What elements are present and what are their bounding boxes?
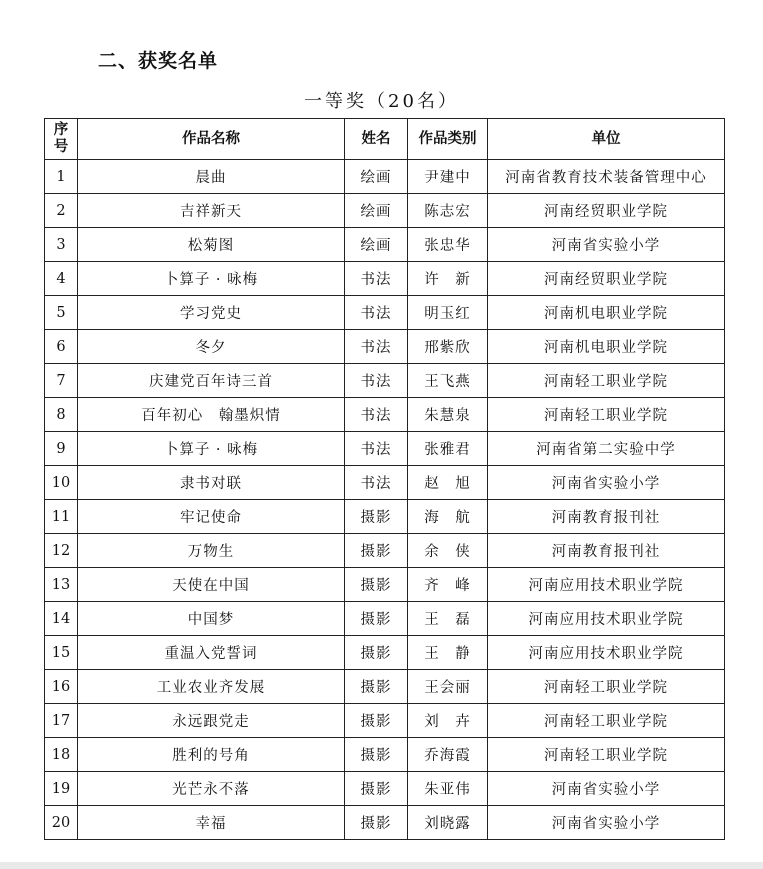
cell-seq: 5 bbox=[45, 296, 78, 330]
table-caption: 一等奖（20名） bbox=[304, 91, 459, 112]
cell-category-short: 摄影 bbox=[345, 738, 408, 772]
cell-category-short: 书法 bbox=[345, 466, 408, 500]
cell-author-name: 张雅君 bbox=[408, 432, 488, 466]
cell-work-title: 重温入党誓词 bbox=[78, 636, 345, 670]
cell-author-name: 陈志宏 bbox=[408, 194, 488, 228]
cell-unit: 河南轻工职业学院 bbox=[488, 704, 725, 738]
cell-category-short: 绘画 bbox=[345, 160, 408, 194]
cell-seq: 14 bbox=[45, 602, 78, 636]
header-seq-line1: 序 bbox=[53, 122, 69, 138]
cell-author-name: 尹建中 bbox=[408, 160, 488, 194]
cell-work-title: 胜利的号角 bbox=[78, 738, 345, 772]
header-unit: 单位 bbox=[488, 119, 725, 160]
cell-seq: 2 bbox=[45, 194, 78, 228]
cell-category-short: 摄影 bbox=[345, 500, 408, 534]
cell-seq: 15 bbox=[45, 636, 78, 670]
cell-seq: 11 bbox=[45, 500, 78, 534]
table-row bbox=[45, 262, 725, 296]
cell-author-name: 朱亚伟 bbox=[408, 772, 488, 806]
cell-unit: 河南应用技术职业学院 bbox=[488, 636, 725, 670]
cell-work-title: 永远跟党走 bbox=[78, 704, 345, 738]
cell-seq: 20 bbox=[45, 806, 78, 840]
cell-seq: 9 bbox=[45, 432, 78, 466]
cell-category-short: 摄影 bbox=[345, 704, 408, 738]
cell-author-name: 王 静 bbox=[408, 636, 488, 670]
cell-unit: 河南省教育技术装备管理中心 bbox=[488, 160, 725, 194]
cell-author-name: 海 航 bbox=[408, 500, 488, 534]
cell-work-title: 幸福 bbox=[78, 806, 345, 840]
cell-author-name: 王 磊 bbox=[408, 602, 488, 636]
table-row bbox=[45, 738, 725, 772]
cell-work-title: 卜算子 · 咏梅 bbox=[78, 432, 345, 466]
cell-work-title: 卜算子 · 咏梅 bbox=[78, 262, 345, 296]
cell-author-name: 朱慧泉 bbox=[408, 398, 488, 432]
cell-work-title: 牢记使命 bbox=[78, 500, 345, 534]
cell-seq: 3 bbox=[45, 228, 78, 262]
table-row bbox=[45, 432, 725, 466]
table-row bbox=[45, 364, 725, 398]
cell-seq: 10 bbox=[45, 466, 78, 500]
cell-author-name: 齐 峰 bbox=[408, 568, 488, 602]
cell-work-title: 松菊图 bbox=[78, 228, 345, 262]
cell-seq: 7 bbox=[45, 364, 78, 398]
header-seq bbox=[45, 119, 78, 160]
cell-author-name: 明玉红 bbox=[408, 296, 488, 330]
cell-unit: 河南轻工职业学院 bbox=[488, 670, 725, 704]
cell-work-title: 万物生 bbox=[78, 534, 345, 568]
cell-unit: 河南省实验小学 bbox=[488, 806, 725, 840]
cell-work-title: 中国梦 bbox=[78, 602, 345, 636]
cell-author-name: 乔海霞 bbox=[408, 738, 488, 772]
table-row bbox=[45, 296, 725, 330]
cell-category-short: 书法 bbox=[345, 432, 408, 466]
cell-seq: 8 bbox=[45, 398, 78, 432]
cell-unit: 河南教育报刊社 bbox=[488, 500, 725, 534]
table-row bbox=[45, 568, 725, 602]
cell-unit: 河南教育报刊社 bbox=[488, 534, 725, 568]
table-row bbox=[45, 398, 725, 432]
awards-table-body bbox=[45, 160, 725, 840]
cell-category-short: 摄影 bbox=[345, 636, 408, 670]
cell-unit: 河南机电职业学院 bbox=[488, 296, 725, 330]
cell-work-title: 隶书对联 bbox=[78, 466, 345, 500]
cell-unit: 河南经贸职业学院 bbox=[488, 194, 725, 228]
cell-seq: 17 bbox=[45, 704, 78, 738]
cell-work-title: 晨曲 bbox=[78, 160, 345, 194]
cell-unit: 河南经贸职业学院 bbox=[488, 262, 725, 296]
page-bottom-edge bbox=[0, 862, 763, 869]
cell-category-short: 摄影 bbox=[345, 772, 408, 806]
cell-category-short: 书法 bbox=[345, 262, 408, 296]
cell-unit: 河南轻工职业学院 bbox=[488, 364, 725, 398]
table-row bbox=[45, 602, 725, 636]
cell-unit: 河南应用技术职业学院 bbox=[488, 602, 725, 636]
table-row bbox=[45, 500, 725, 534]
cell-category-short: 摄影 bbox=[345, 568, 408, 602]
header-work-title: 作品名称 bbox=[78, 119, 345, 160]
awards-table bbox=[44, 118, 725, 840]
cell-category-short: 摄影 bbox=[345, 670, 408, 704]
cell-work-title: 冬夕 bbox=[78, 330, 345, 364]
cell-category-short: 绘画 bbox=[345, 194, 408, 228]
cell-author-name: 赵 旭 bbox=[408, 466, 488, 500]
cell-work-title: 光芒永不落 bbox=[78, 772, 345, 806]
cell-unit: 河南省实验小学 bbox=[488, 228, 725, 262]
table-row bbox=[45, 636, 725, 670]
table-row bbox=[45, 534, 725, 568]
cell-unit: 河南省实验小学 bbox=[488, 466, 725, 500]
cell-author-name: 邢紫欣 bbox=[408, 330, 488, 364]
cell-seq: 1 bbox=[45, 160, 78, 194]
cell-author-name: 余 侠 bbox=[408, 534, 488, 568]
cell-author-name: 张忠华 bbox=[408, 228, 488, 262]
cell-work-title: 吉祥新天 bbox=[78, 194, 345, 228]
cell-seq: 4 bbox=[45, 262, 78, 296]
cell-author-name: 王会丽 bbox=[408, 670, 488, 704]
cell-work-title: 庆建党百年诗三首 bbox=[78, 364, 345, 398]
cell-unit: 河南省第二实验中学 bbox=[488, 432, 725, 466]
table-row bbox=[45, 670, 725, 704]
table-row bbox=[45, 806, 725, 840]
cell-category-short: 书法 bbox=[345, 330, 408, 364]
cell-unit: 河南机电职业学院 bbox=[488, 330, 725, 364]
cell-category-short: 摄影 bbox=[345, 602, 408, 636]
header-category: 作品类别 bbox=[408, 119, 488, 160]
cell-category-short: 摄影 bbox=[345, 806, 408, 840]
header-name: 姓名 bbox=[345, 119, 408, 160]
table-row bbox=[45, 772, 725, 806]
cell-unit: 河南轻工职业学院 bbox=[488, 738, 725, 772]
table-row bbox=[45, 466, 725, 500]
table-row bbox=[45, 160, 725, 194]
cell-seq: 16 bbox=[45, 670, 78, 704]
cell-seq: 18 bbox=[45, 738, 78, 772]
cell-seq: 13 bbox=[45, 568, 78, 602]
cell-seq: 6 bbox=[45, 330, 78, 364]
cell-work-title: 百年初心 翰墨炽情 bbox=[78, 398, 345, 432]
cell-work-title: 学习党史 bbox=[78, 296, 345, 330]
cell-seq: 19 bbox=[45, 772, 78, 806]
cell-unit: 河南轻工职业学院 bbox=[488, 398, 725, 432]
cell-work-title: 天使在中国 bbox=[78, 568, 345, 602]
cell-author-name: 许 新 bbox=[408, 262, 488, 296]
cell-seq: 12 bbox=[45, 534, 78, 568]
table-header-row bbox=[45, 119, 725, 160]
cell-category-short: 书法 bbox=[345, 296, 408, 330]
cell-category-short: 绘画 bbox=[345, 228, 408, 262]
table-row bbox=[45, 704, 725, 738]
table-row bbox=[45, 330, 725, 364]
cell-work-title: 工业农业齐发展 bbox=[78, 670, 345, 704]
cell-category-short: 书法 bbox=[345, 398, 408, 432]
cell-author-name: 刘 卉 bbox=[408, 704, 488, 738]
cell-author-name: 刘晓露 bbox=[408, 806, 488, 840]
cell-category-short: 书法 bbox=[345, 364, 408, 398]
table-row bbox=[45, 228, 725, 262]
cell-author-name: 王飞燕 bbox=[408, 364, 488, 398]
table-row bbox=[45, 194, 725, 228]
header-seq-line2: 号 bbox=[53, 139, 69, 155]
cell-unit: 河南省实验小学 bbox=[488, 772, 725, 806]
cell-category-short: 摄影 bbox=[345, 534, 408, 568]
section-title: 二、获奖名单 bbox=[98, 50, 219, 72]
cell-unit: 河南应用技术职业学院 bbox=[488, 568, 725, 602]
